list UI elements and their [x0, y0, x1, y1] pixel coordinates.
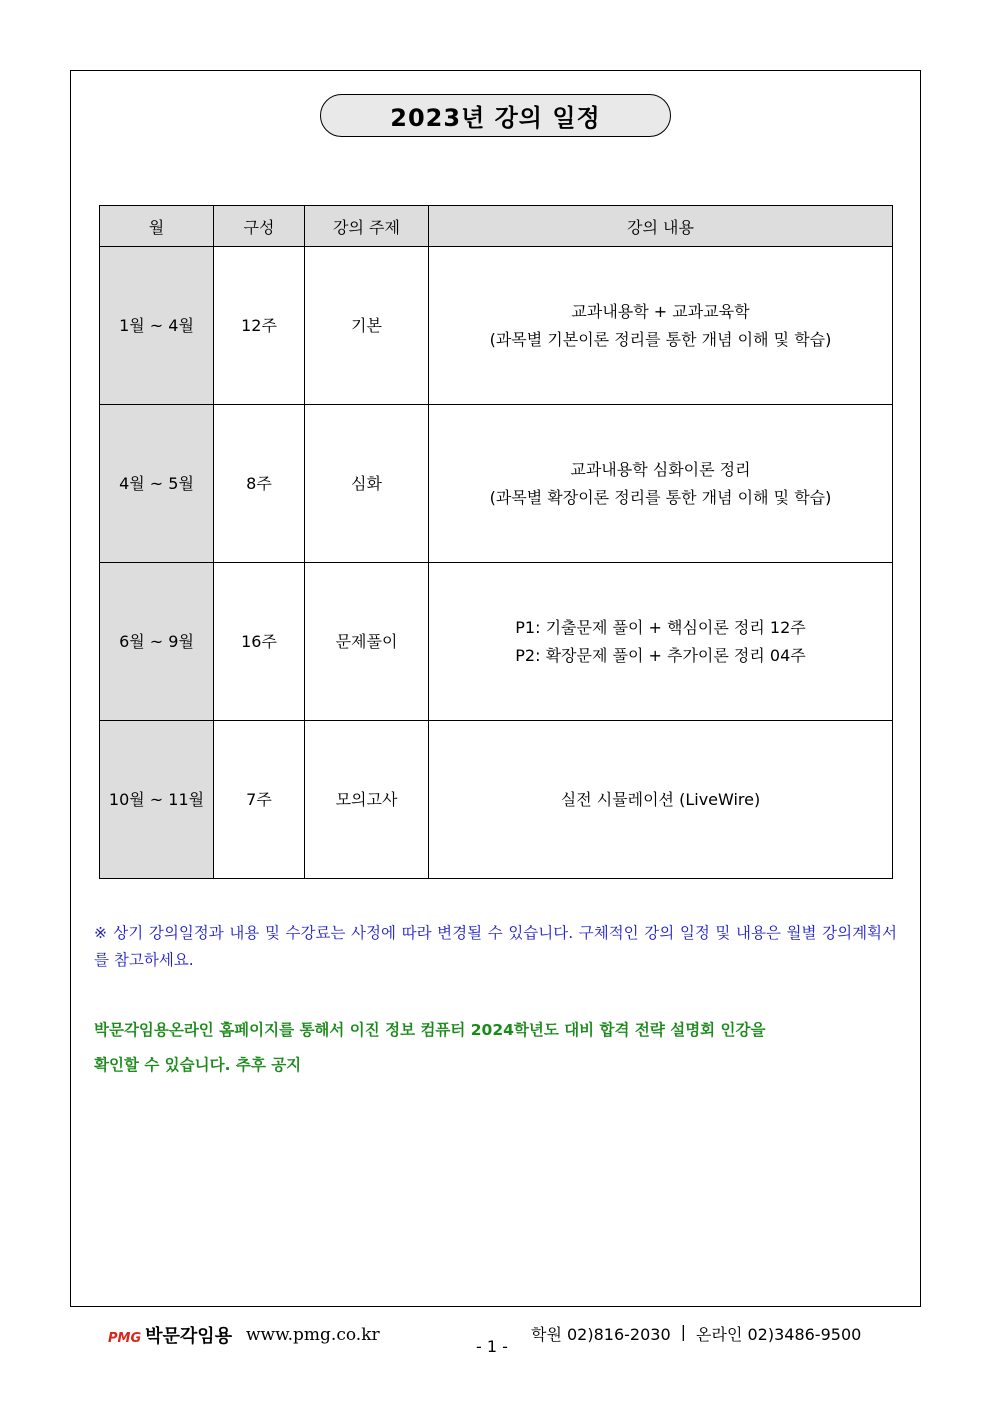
cell-content [429, 405, 893, 563]
content-line: 교과내용학 + 교과교육학 [571, 301, 750, 321]
cell-month: 4월 ~ 5월 [100, 405, 214, 563]
content-line: (과목별 기본이론 정리를 통한 개념 이해 및 학습) [489, 329, 832, 349]
online-phone: 온라인 02)3486-9500 [696, 1325, 862, 1344]
table-header-row [100, 206, 893, 247]
cell-content [429, 563, 893, 721]
cell-topic: 심화 [305, 405, 429, 563]
pmg-logo-mark: PMG [108, 1331, 142, 1346]
cell-weeks: 8주 [214, 405, 305, 563]
cell-content [429, 247, 893, 405]
table-row [100, 563, 893, 721]
header-weeks: 구성 [214, 206, 305, 247]
content-line: 실전 시뮬레이션 (LiveWire) [560, 789, 761, 809]
content-line: (과목별 확장이론 정리를 통한 개념 이해 및 학습) [489, 487, 832, 507]
cell-topic: 모의고사 [305, 721, 429, 879]
footer-website-link[interactable]: www.pmg.co.kr [246, 1325, 380, 1345]
table-row [100, 247, 893, 405]
table-row [100, 721, 893, 879]
schedule-change-notice: ※ 상기 강의일정과 내용 및 수강료는 사정에 따라 변경될 수 있습니다. 구체적인 강의 일정 및 내용은 월별 강의계획서를 참고하세요. [94, 924, 897, 969]
content-line: 교과내용학 심화이론 정리 [570, 459, 751, 479]
page-title: 2023년 강의 일정 [320, 94, 671, 137]
cell-weeks: 16주 [214, 563, 305, 721]
online-announcement [94, 1013, 897, 1083]
page-number: - 1 - [476, 1337, 508, 1356]
content-line: P1: 기출문제 풀이 + 핵심이론 정리 12주 [515, 617, 806, 637]
cell-month: 10월 ~ 11월 [100, 721, 214, 879]
schedule-table [99, 205, 893, 879]
announcement-line: 확인할 수 있습니다. 추후 공지 [94, 1056, 302, 1074]
footer-contact [531, 1322, 861, 1345]
cell-topic: 문제풀이 [305, 563, 429, 721]
contact-separator: | [680, 1322, 687, 1341]
cell-content [429, 721, 893, 879]
announcement-line: 박문각임용온라인 홈페이지를 통해서 이진 정보 컴퓨터 2024학년도 대비 합격 전략 설명회 인강을 [94, 1021, 766, 1039]
table-row [100, 405, 893, 563]
content-line: P2: 확장문제 풀이 + 추가이론 정리 04주 [515, 645, 806, 665]
footer-logo [108, 1322, 232, 1348]
header-content: 강의 내용 [429, 206, 893, 247]
header-month: 월 [100, 206, 214, 247]
cell-month: 6월 ~ 9월 [100, 563, 214, 721]
cell-weeks: 12주 [214, 247, 305, 405]
cell-month: 1월 ~ 4월 [100, 247, 214, 405]
academy-phone: 학원 02)816-2030 [531, 1325, 671, 1344]
brand-name: 박문각임용 [145, 1326, 233, 1347]
header-topic: 강의 주제 [305, 206, 429, 247]
cell-weeks: 7주 [214, 721, 305, 879]
cell-topic: 기본 [305, 247, 429, 405]
